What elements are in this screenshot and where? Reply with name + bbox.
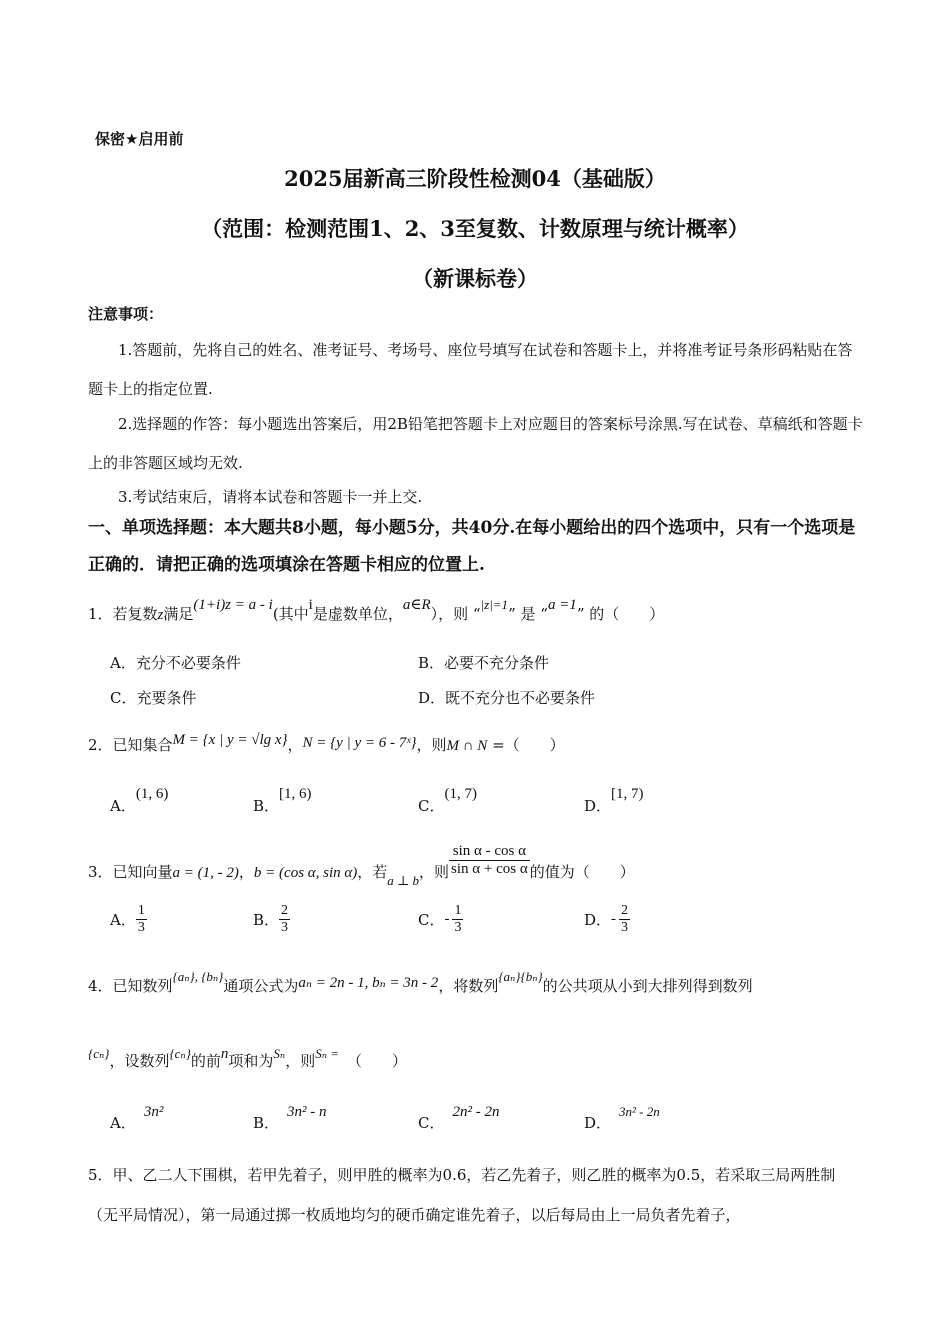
q3-perpendicular: a ⊥ b [387,872,420,888]
q2-intersection: M ∩ N [446,738,488,754]
q2-option-c[interactable]: C．(1, 7) [418,786,477,815]
q1-text: 满足 [163,605,194,623]
q3-fraction: $\frac{\text{sin α - cos α}}{\text{sin α + cos α}}$ [451,843,528,877]
q4-number: 4．已知数列 [88,977,173,995]
notice-item-1: 1.答题前，先将自己的姓名、准考证号、考场号、座位号填写在试卷和答题卡上，并将准考证号条形码粘贴在答题卡上的指定位置. [88,341,853,398]
q1-text: ” 是 “ [508,605,548,623]
exam-scope: （范围：检测范围1、2、3至复数、计数原理与统计概率） [201,216,749,241]
q1-text: ” 的（ ） [576,605,665,623]
q3-vector-a: a = (1, - 2) [172,864,239,881]
q1-text: (其中 [272,605,309,623]
q2-set-m: M = {x | y = √lg x} [172,732,288,748]
q1-text: 是虚数单位， [312,605,403,623]
question-4: 4．已知数列{aₙ}, {bₙ}通项公式为aₙ = 2n - 1, bₙ = 3n - 2，将数列{aₙ}{bₙ}的公共项从小到大排列得到数列 [88,969,753,995]
q3-option-d[interactable]: D．- $\frac{2}{3}$ [584,903,629,935]
notice-heading: 注意事项： [88,305,164,323]
notice-item-2: 2.选择题的作答：每小题选出答案后，用2B铅笔把答题卡上对应题目的答案标号涂黑.写在试卷、草稿纸和答题卡上的非答题区域均无效. [88,415,863,472]
q4-seq-c: {cₙ} [88,1046,110,1061]
q1-imag-unit: i [308,597,313,613]
q1-equation: (1+i)z = a - i [193,597,273,613]
q2-option-b[interactable]: B．[1, 6) [253,786,312,815]
q4-option-c[interactable]: C．2n² - 2n [418,1104,500,1132]
q1-text: ），则 “ [430,605,481,623]
exam-type: （新课标卷） [412,266,538,291]
q1-option-c[interactable]: C．充要条件 [110,689,197,707]
q3-number: 3．已知向量 [88,862,173,881]
q1-option-b[interactable]: B．必要不充分条件 [418,654,550,672]
q1-a-real: a∈R [402,597,431,613]
q2-set-n: N = {y | y = 6 - 7ˣ} [302,735,417,751]
q1-option-d[interactable]: D．既不充分也不必要条件 [418,689,596,707]
q1-condition-1: |z|=1 [480,597,509,612]
q3-option-a[interactable]: A． $\frac{1}{3}$ [110,903,145,935]
question-5: 5．甲、乙二人下围棋，若甲先着子，则甲胜的概率为0.6，若乙先着子，则乙胜的概率为0.5，若采取三局两胜制（无平局情况），第一局通过掷一枚质地均匀的硬币确定谁先着子，以后每局由上一局负者先着子， [88,1166,836,1224]
q4-formula: aₙ = 2n - 1, bₙ = 3n - 2 [298,975,439,991]
q4-sequences: {aₙ}, {bₙ} [172,969,224,984]
question-3: 3．已知向量a = (1, - 2)，b = (cos α, sin α)，若a ⊥ b，则 $\frac{\text{sin α - cos α}}{\text{sin α + cos α}}$ 的值为（ ） [88,843,635,888]
q2-option-d[interactable]: D．[1, 7) [584,786,644,815]
q4-option-d[interactable]: D．3n² - 2n [584,1104,660,1132]
section-heading: 一、单项选择题：本大题共8小题，每小题5分，共40分.在每小题给出的四个选项中，只有一个选项是正确的．请把正确的选项填涂在答题卡相应的位置上. [88,518,856,575]
q4-option-a[interactable]: A．3n² [110,1104,164,1132]
confidential-label: 保密★启用前 [95,130,184,148]
q1-var-z: z [157,607,164,623]
q4-var-n: n [220,1046,229,1062]
question-1 [88,597,665,624]
q2-option-a[interactable]: A．(1, 6) [110,786,169,815]
q4-sequences-2: {aₙ}{bₙ} [498,969,543,984]
exam-title: 2025届新高三阶段性检测04（基础版） [284,166,666,191]
q3-vector-b: b = (cos α, sin α) [253,864,358,881]
q3-option-b[interactable]: B． $\frac{2}{3}$ [253,903,289,935]
q1-condition-2: a =1 [547,597,577,613]
q3-option-c[interactable]: C．- $\frac{1}{3}$ [418,903,462,935]
notice-item-3: 3.考试结束后，请将本试卷和答题卡一并上交. [118,488,423,506]
q4-option-b[interactable]: B．3n² - n [253,1104,327,1132]
q1-option-a[interactable]: A．充分不必要条件 [110,654,241,672]
q4-sum-s: Sₙ [273,1046,286,1061]
q2-number: 2．已知集合 [88,736,173,754]
q1-number: 1．若复数 [88,605,158,623]
question-2: 2．已知集合M = {x | y = √lg x}，N = {y | y = 6 - 7ˣ}，则M ∩ N =（ ） [88,732,565,754]
question-4-line-2: {cₙ}，设数列{cₙ}的前n项和为Sₙ，则Sₙ = （ ） [88,1046,408,1070]
